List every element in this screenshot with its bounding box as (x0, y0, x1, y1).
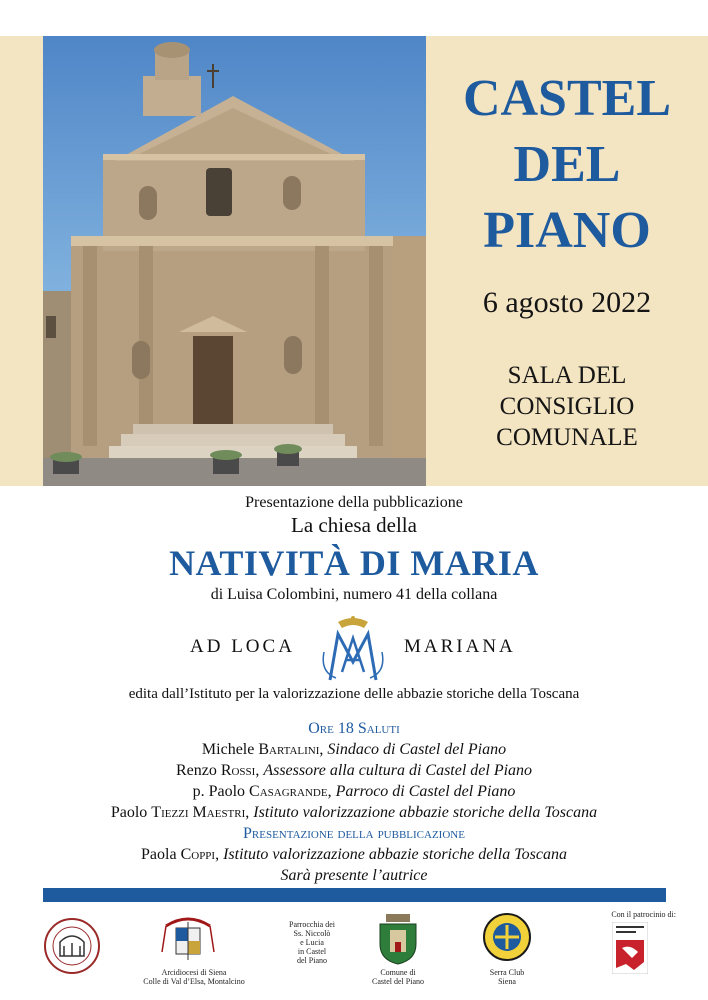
town-title (426, 66, 708, 264)
speaker-last-name: Casagrande (249, 783, 328, 800)
author-line: di Luisa Colombini, numero 41 della collana (210, 586, 498, 603)
speaker-first-name: Paolo (110, 804, 148, 821)
speaker-role: Sindaco di Castel del Piano (327, 741, 507, 758)
speaker-last-name: Rossi (220, 762, 256, 779)
venue-line-3: COMUNALE (496, 424, 638, 451)
diocese-caption: Arcidiocesi di Siena Colle di Val d’Elsa, Montalcino (143, 968, 245, 986)
presentation-label: Presentazione della pubblicazione (245, 494, 463, 511)
event-date: 6 agosto 2022 (482, 286, 652, 319)
speaker-last-name: Tiezzi Maestri (151, 804, 246, 821)
speaker-line: p. Paolo Casagrande, Parroco di Castel del Piano (192, 783, 516, 800)
presentation-header: Presentazione della pubblicazione (243, 825, 465, 842)
church-name: NATIVITÀ DI MARIA (169, 543, 539, 583)
speaker-first-name: Michele (201, 741, 255, 758)
town-title-line-3: PIANO (483, 202, 651, 259)
footer-divider (43, 888, 666, 902)
serra-club-emblem-icon (482, 912, 532, 962)
parish-caption: Parrocchia dei Ss. Niccolò e Lucia in Castel del Piano (289, 920, 335, 965)
series-right: MARIANA (404, 636, 516, 657)
presenter-role: Istituto valorizzazione abbazie storiche della Toscana (223, 846, 567, 863)
diocese-coat-of-arms-icon (160, 912, 216, 964)
town-title-line-1: CASTEL (462, 70, 672, 127)
presenter-line: Paola Coppi, Istituto valorizzazione abbazie storiche della Toscana (141, 846, 567, 863)
speaker-role: Istituto valorizzazione abbazie storiche della Toscana (253, 804, 598, 821)
speaker-line: Paolo Tiezzi Maestri, Istituto valorizzazione abbazie storiche della Toscana (110, 804, 598, 821)
marian-monogram-icon (316, 612, 390, 686)
program (0, 718, 708, 886)
municipality-caption: Comune di Castel del Piano (372, 968, 424, 986)
speaker-line: Renzo Rossi, Assessore alla cultura di Castel del Piano (175, 762, 533, 779)
presenter-last-name: Coppi (180, 846, 216, 863)
publisher-line: edita dall’Istituto per la valorizzazione delle abbazie storiche della Toscana (128, 686, 580, 702)
closing-line: Sarà presente l’autrice (280, 867, 428, 884)
speaker-role: Parroco di Castel del Piano (335, 783, 516, 800)
patronage-caption: Con il patrocinio di: (611, 910, 676, 919)
church-photo (43, 36, 426, 486)
series-left: AD LOCA (190, 636, 295, 657)
speaker-role: Assessore alla cultura di Castel del Piano (263, 762, 533, 779)
speaker-last-name: Bartalini (258, 741, 320, 758)
presenter-first-name: Paola (141, 846, 177, 863)
speaker-line: Michele Bartalini, Sindaco di Castel del Piano (201, 741, 507, 758)
venue-line-1: SALA DEL (507, 362, 627, 389)
serra-club-caption: Serra Club Siena (489, 968, 525, 986)
church-facade-illustration (43, 36, 426, 486)
saluti-header: Ore 18 Saluti (308, 720, 400, 737)
venue-line-2: CONSIGLIO (499, 393, 635, 420)
speaker-first-name: Renzo (175, 762, 217, 779)
municipal-coat-of-arms-icon (376, 912, 420, 966)
town-title-line-2: DEL (513, 136, 621, 193)
event-venue (426, 360, 708, 453)
regione-toscana-logo-icon (612, 922, 648, 974)
abbey-seal-icon (42, 916, 102, 976)
speaker-first-name: p. Paolo (192, 783, 246, 800)
church-line: La chiesa della (291, 513, 417, 537)
